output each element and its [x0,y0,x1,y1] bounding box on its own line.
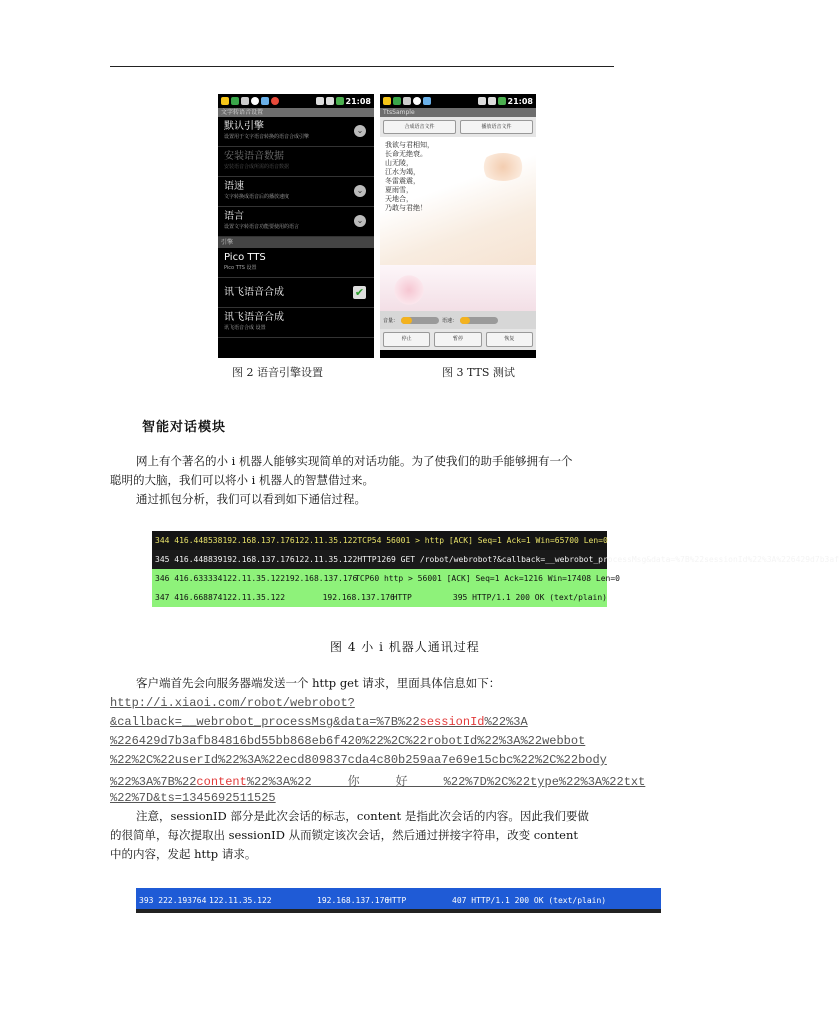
packet-number: 345 416.448839 [155,555,223,564]
bottom-button-bar [380,329,536,350]
packet-destination: 192.168.137.176 [322,593,395,602]
window-title: 文字转语音设置 [218,108,374,117]
paragraph-4-line-2: 的很简单，每次提取出 sessionID 从而锁定该次会话，然后通过拼接字符串，改变 content [110,828,578,842]
figure-3-caption: 图 3 TTS 测试 [442,366,515,379]
status-time: 21:08 [345,96,371,106]
packet-number: 346 416.633334 [155,574,223,583]
setting-title: 安装语音数据 [224,151,284,162]
checkbox-checked-icon[interactable]: ✔ [354,286,365,299]
usb-icon [393,97,401,105]
paragraph-1-line-2: 聪明的大脑，我们可以将小 i 机器人的智慧借过来。 [110,473,374,487]
packet-row[interactable] [152,531,607,550]
speed-label: 语速： [442,317,458,324]
network-icon [316,97,324,105]
resume-button[interactable]: 恢复 [486,332,533,347]
paragraph-1-line-1: 网上有个著名的小 i 机器人能够实现简单的对话功能。为了使我们的助手能够拥有一个 [136,454,573,468]
packet-row[interactable] [152,569,620,588]
notification-icon [383,97,391,105]
url-segment: %22%2C%22userId%22%3A%22ecd809837cda4c80b259aa7e69e15cbc%22%2C%22body [110,753,607,767]
packet-number: 393 222.193764 [139,896,207,905]
engine-group-label: 引擎 [218,237,374,248]
poem-line: 天地合， [385,195,413,203]
engine-title: 讯飞语音合成 [224,312,284,323]
setting-title: 默认引擎 [224,121,264,132]
alarm-icon [251,97,259,105]
poem-line: 山无陵， [385,159,413,167]
packet-protocol: TCP [357,536,372,545]
setting-title: 语言 [224,211,244,222]
synthesize-file-button[interactable]: 合成语音文件 [383,120,456,134]
volume-label: 音量： [383,317,399,324]
poem-line: 冬雷震震， [385,177,420,185]
url-segment: http://i.xiaoi.com/robot/webrobot? [110,696,355,710]
stop-button[interactable]: 停止 [383,332,430,347]
setting-row[interactable] [218,117,374,147]
usb-icon [231,97,239,105]
url-highlight: content [196,775,247,789]
url-line [110,772,645,789]
engine-title: 讯飞语音合成 [224,287,284,298]
url-line [110,715,528,729]
packet-destination: 122.11.35.122 [294,536,358,545]
packet-source: 122.11.35.122 [222,574,286,583]
url-segment: %22%3A%7B%22 [110,775,197,789]
network-icon [478,97,486,105]
setting-subtitle: 安装语音合成所需的语音数据 [224,164,290,170]
notification-icon [221,97,229,105]
url-segment: %22%3A%22 你 好 %22%7D%2C%22type%22%3A%22txt [246,775,646,789]
signal-icon [488,97,496,105]
packet-info: 407 HTTP/1.1 200 OK (text/plain) [452,896,607,905]
paragraph-4-line-1: 注意，sessionID 部分是此次会话的标志，content 是指此次会话的内容。因此我们要做 [136,809,589,823]
volume-slider[interactable] [401,317,439,324]
app-icon [403,97,411,105]
setting-subtitle: 设置用于文字语音转换的语音合成引擎 [224,134,310,140]
alarm-icon [413,97,421,105]
url-highlight: sessionId [419,715,485,729]
packet-source: 192.168.137.176 [222,536,295,545]
setting-row[interactable] [218,147,374,177]
packet-info: 54 56001 > http [ACK] Seq=1 Ack=1 Win=65700 Len=0 [371,536,608,545]
engine-row[interactable] [218,278,374,308]
battery-icon [498,97,506,105]
url-segment: &callback=__webrobot_processMsg&data=%7B%22 [110,715,420,729]
engine-title: Pico TTS [224,252,266,263]
app-icon [241,97,249,105]
speed-slider[interactable] [460,317,498,324]
setting-subtitle: 文字转换成语音后的播放速度 [224,194,290,200]
packet-row[interactable] [152,550,839,569]
poem-line: 夏雨雪， [385,186,413,194]
pause-button[interactable]: 暂停 [434,332,481,347]
poem-line: 乃敢与君绝！ [385,204,427,212]
packet-protocol: HTTP [387,896,407,905]
status-bar [380,94,536,108]
packet-capture-list [152,531,839,607]
status-time: 21:08 [507,96,533,106]
packet-protocol: HTTP [357,555,377,564]
chevron-down-icon[interactable]: ⌄ [354,215,366,227]
poem-line: 长命无绝衰。 [385,150,427,158]
packet-protocol: TCP [355,574,370,583]
packet-info: 1269 GET /robot/webrobot?&callback=__webrobot_processMsg&data=%7B%22sessionId%22%3A%226429d7b3af [376,555,839,564]
section-title: 智能对话模块 [142,420,227,435]
paragraph-2: 通过抓包分析，我们可以看到如下通信过程。 [136,492,366,506]
engine-row[interactable] [218,248,374,278]
chevron-down-icon[interactable]: ⌄ [354,185,366,197]
paragraph-4-line-3: 中的内容，发起 http 请求。 [110,847,257,861]
setting-title: 语速 [224,181,244,192]
slider-bar [380,311,536,329]
status-bar [218,94,374,108]
packet-source: 192.168.137.176 [222,555,295,564]
url-segment: %22%3A [484,715,528,729]
poem-line: 江水为竭， [385,168,420,176]
url-line [110,696,355,710]
packet-source: 122.11.35.122 [209,896,272,905]
figure-4-caption: 图 4 小 i 机器人通讯过程 [330,640,480,654]
engine-subtitle: Pico TTS 设置 [224,265,257,271]
packet-row[interactable] [152,588,607,607]
packet-number: 347 416.668874 [155,593,223,602]
sync-icon [261,97,269,105]
url-line [110,791,276,805]
engine-subtitle: 讯飞语音合成 设置 [224,325,266,331]
engine-row[interactable] [218,308,374,338]
url-segment: %226429d7b3afb84816bd55bb868eb6f420%22%2C%22robotId%22%3A%22webbot [110,734,586,748]
top-button-bar [380,117,536,137]
window-title: TtsSample [380,108,536,117]
poem-line: 我欲与君相知， [385,141,434,149]
page-header-rule [110,66,614,67]
paragraph-3: 客户端首先会向服务器端发送一个 http get 请求，里面具体信息如下： [136,676,501,690]
packet-destination: 192.168.137.176 [317,896,390,905]
warning-icon [271,97,279,105]
packet-source: 122.11.35.122 [222,593,286,602]
packet-info: 60 http > 56001 [ACK] Seq=1 Ack=1216 Win=17408 Len=0 [369,574,620,583]
url-segment: %22%7D&ts=1345692511525 [110,791,276,805]
signal-icon [326,97,334,105]
packet-info: 395 HTTP/1.1 200 OK (text/plain) [452,593,607,602]
packet-protocol: HTTP [392,593,412,602]
url-line [110,753,607,767]
play-file-button[interactable]: 播放语音文件 [460,120,533,134]
packet-destination: 122.11.35.122 [294,555,358,564]
setting-row[interactable] [218,207,374,237]
setting-subtitle: 设置文字转语音功能要使用的语言 [224,224,300,230]
packet-number: 344 416.448538 [155,536,223,545]
figure-2-caption: 图 2 语音引擎设置 [232,366,323,379]
chevron-down-icon[interactable]: ⌄ [354,125,366,137]
background-art [380,265,536,311]
tts-settings-screenshot [218,94,374,358]
url-line [110,734,585,748]
flower-decoration [480,153,526,181]
setting-row[interactable] [218,177,374,207]
battery-icon [336,97,344,105]
tts-sample-screenshot [380,94,536,358]
text-input-area[interactable] [380,137,536,265]
packet-destination: 192.168.137.176 [285,574,358,583]
packet-capture-row-5[interactable] [136,888,661,913]
sync-icon [423,97,431,105]
